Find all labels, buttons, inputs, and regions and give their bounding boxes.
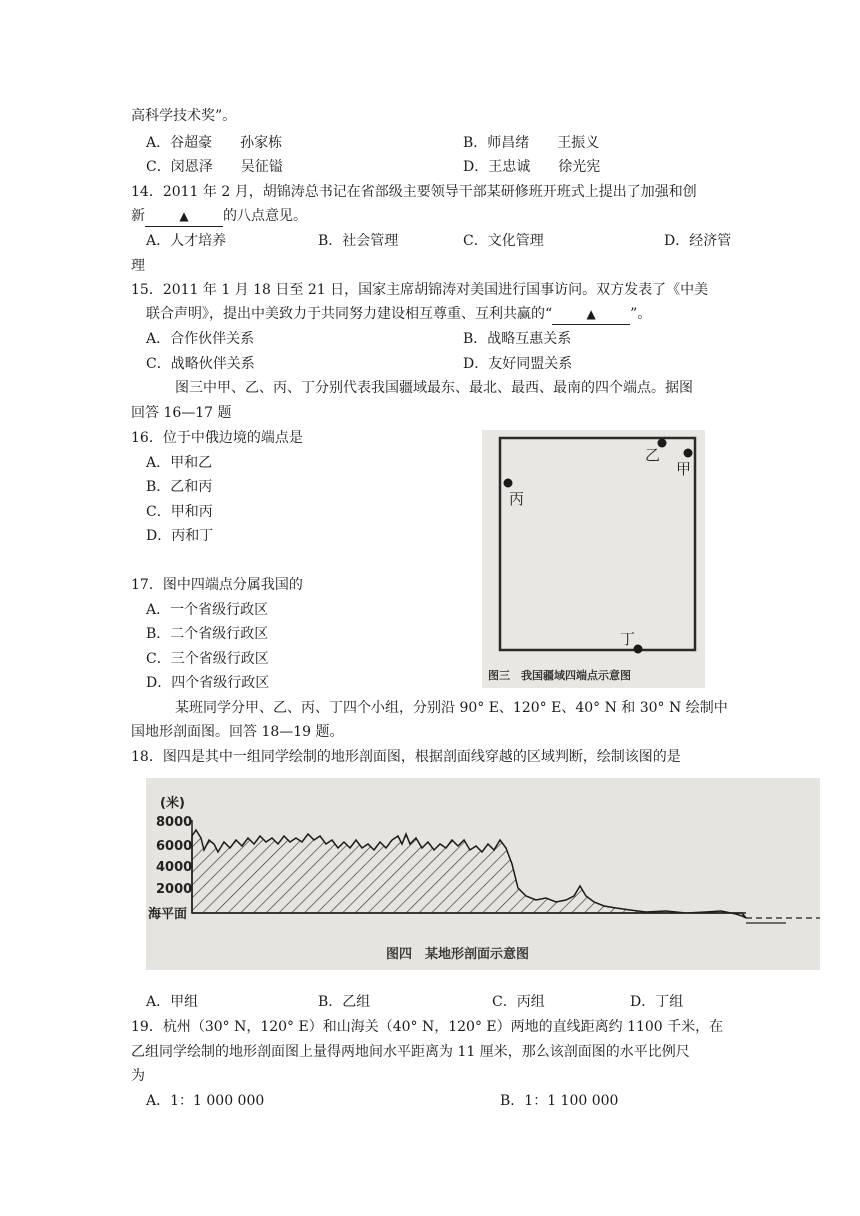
point-jia-label: 甲 — [676, 460, 692, 478]
q14-option-d-wrap: 理 — [131, 258, 145, 274]
q14-stem-line1: 14．2011 年 2 月，胡锦涛总书记在省部级主要领导干部某研修班开班式上提出了加强和创 — [131, 184, 697, 200]
q14-option-c: C．文化管理 — [463, 233, 544, 249]
sea-level-label: 海平面 — [148, 907, 188, 922]
terrain-profile-area — [192, 830, 746, 918]
q14-option-b: B．社会管理 — [318, 233, 399, 249]
q19-stem-line3: 为 — [131, 1068, 145, 1084]
q15-stem-line2 — [146, 304, 651, 325]
q16-option-d: D．丙和丁 — [146, 528, 214, 544]
q18-option-c: C．丙组 — [492, 994, 545, 1010]
q13-option-d: D．王忠诚 徐光宪 — [463, 159, 601, 175]
q14-stem-pre: 新 — [131, 208, 145, 224]
q16-option-c: C．甲和丙 — [146, 504, 213, 520]
y-axis-unit: (米) — [160, 796, 185, 811]
q17-option-a: A．一个省级行政区 — [146, 602, 269, 618]
q15-stem-line1: 15．2011 年 1 月 18 日至 21 日，国家主席胡锦涛对美国进行国事访问。双方发表了《中美 — [131, 282, 709, 298]
figure-3-caption: 图三 我国疆域四端点示意图 — [488, 669, 631, 682]
point-bing-label: 丙 — [509, 490, 525, 508]
y-tick-8000: 8000 — [156, 815, 193, 830]
q15-option-c: C．战略伙伴关系 — [146, 356, 255, 372]
q19-option-a: A．1：1 000 000 — [146, 1093, 265, 1109]
q13-option-a: A．谷超豪 孙家栋 — [146, 135, 283, 151]
figure-3-endpoints-map — [482, 430, 705, 688]
point-jia-dot — [684, 449, 693, 458]
point-bing-dot — [504, 479, 513, 488]
q14-stem-line2 — [131, 206, 307, 227]
y-tick-2000: 2000 — [156, 882, 193, 897]
q15-option-a: A．合作伙伴关系 — [146, 331, 255, 347]
triangle-mark-icon: ▲ — [179, 209, 189, 223]
y-tick-4000: 4000 — [156, 860, 193, 875]
q19-stem-line1: 19．杭州（30° N，120° E）和山海关（40° N，120° E）两地的直线距离约 1100 千米，在 — [131, 1019, 724, 1035]
q17-option-d: D．四个省级行政区 — [146, 675, 270, 691]
q17-stem: 17．图中四端点分属我国的 — [131, 577, 303, 593]
q15-option-b: B．战略互惠关系 — [463, 331, 572, 347]
q18-option-a: A．甲组 — [146, 994, 199, 1010]
q14-option-a: A．人才培养 — [146, 233, 227, 249]
q19-option-b: B．1：1 100 000 — [500, 1093, 619, 1109]
q14-stem-post: 的八点意见。 — [223, 208, 307, 224]
point-yi-label: 乙 — [645, 446, 661, 464]
q15-option-d: D．友好同盟关系 — [463, 356, 573, 372]
q18-option-d: D．丁组 — [630, 994, 684, 1010]
q15-stem-pre: 联合声明》，提出中美致力于共同努力建设相互尊重、互利共赢的“ — [146, 306, 553, 322]
figure-4-terrain-profile — [146, 778, 820, 970]
q16-option-b: B．乙和丙 — [146, 479, 213, 495]
q13-option-c: C．闵恩泽 吴征镒 — [146, 159, 283, 175]
q18-option-b: B．乙组 — [318, 994, 371, 1010]
intro16-line1: 图三中甲、乙、丙、丁分别代表我国疆域最东、最北、最西、最南的四个端点。据图 — [175, 380, 693, 396]
q13-continuation: 高科学技术奖”。 — [131, 108, 237, 124]
q17-option-c: C．三个省级行政区 — [146, 651, 269, 667]
figure-4-caption: 图四 某地形剖面示意图 — [386, 947, 530, 962]
q13-option-b: B．师昌绪 王振义 — [463, 135, 600, 151]
q15-answer-blank — [552, 304, 630, 325]
q19-stem-line2: 乙组同学绘制的地形剖面图上量得两地间水平距离为 11 厘米，那么该剖面图的水平比例尺 — [131, 1044, 690, 1060]
q14-answer-blank — [145, 206, 223, 227]
q17-option-b: B．二个省级行政区 — [146, 626, 269, 642]
map-frame — [500, 438, 695, 650]
y-tick-6000: 6000 — [156, 839, 193, 854]
triangle-mark-icon: ▲ — [586, 307, 596, 321]
q16-stem: 16．位于中俄边境的端点是 — [131, 430, 303, 446]
point-ding-label: 丁 — [620, 630, 636, 648]
q16-option-a: A．甲和乙 — [146, 455, 213, 471]
q18-stem: 18．图四是其中一组同学绘制的地形剖面图，根据剖面线穿越的区域判断，绘制该图的是 — [131, 749, 681, 765]
intro16-line2: 回答 16—17 题 — [131, 405, 232, 421]
q15-stem-post: ”。 — [630, 306, 652, 322]
intro18-line1: 某班同学分甲、乙、丙、丁四个小组，分别沿 90° E、120° E、40° N 和 30° N 绘制中 — [175, 700, 728, 716]
intro18-line2: 国地形剖面图。回答 18—19 题。 — [131, 724, 344, 740]
q14-option-d: D．经济管 — [664, 233, 732, 249]
